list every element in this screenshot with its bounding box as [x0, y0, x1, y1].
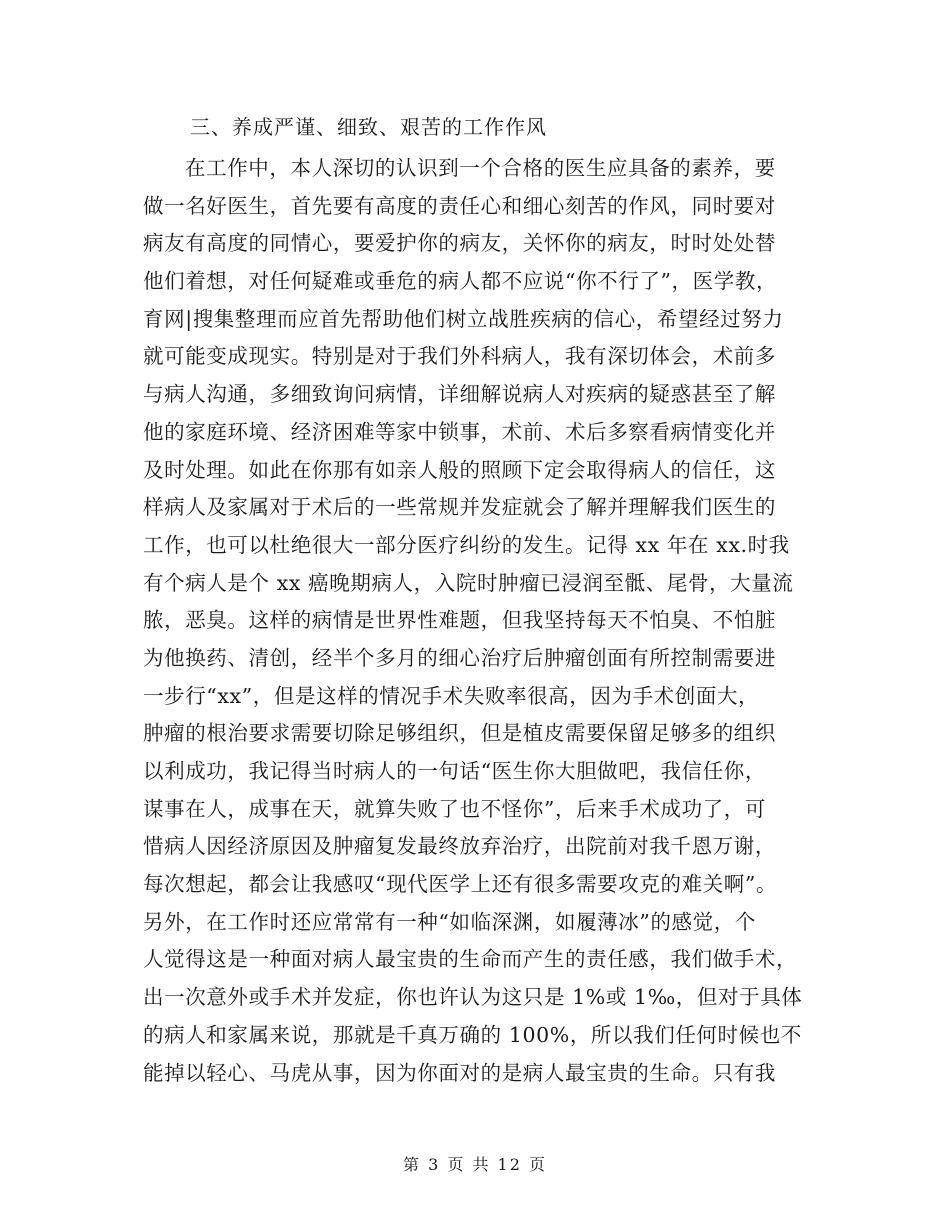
text-line: 工作，也可以杜绝很大一部分医疗纠纷的发生。记得 xx 年在 xx.时我 [143, 532, 790, 557]
section-heading: 三、养成严谨、细致、艰苦的工作作风 [190, 115, 547, 139]
text-line: 惜病人因经济原因及肿瘤复发最终放弃治疗，出院前对我千恩万谢， [143, 834, 776, 859]
text-line: 育网|搜集整理而应首先帮助他们树立战胜疾病的信心，希望经过努力 [143, 306, 784, 331]
text-line: 做一名好医生，首先要有高度的责任心和细心刻苦的作风，同时要对 [143, 193, 776, 218]
text-line: 他的家庭环境、经济困难等家中锁事，术前、术后多察看病情变化并 [143, 419, 776, 444]
text-line: 在工作中，本人深切的认识到一个合格的医生应具备的素养，要 [185, 156, 776, 180]
text-line: 有个病人是个 xx 癌晚期病人，入院时肿瘤已浸润至骶、尾骨，大量流 [143, 570, 794, 595]
text-line: 以利成功，我记得当时病人的一句话“医生你大胆做吧，我信任你， [143, 759, 766, 783]
text-line: 他们着想，对任何疑难或垂危的病人都不应说“你不行了”，医学教， [143, 269, 778, 294]
text-line: 为他换药、清创，经半个多月的细心治疗后肿瘤创面有所控制需要进 [143, 645, 776, 670]
text-line: 的病人和家属来说，那就是千真万确的 100%，所以我们任何时候也不 [143, 1022, 802, 1047]
body-paragraph [143, 150, 803, 1092]
text-line: 肿瘤的根治要求需要切除足够组织，但是植皮需要保留足够多的组织 [143, 721, 776, 746]
page-number-footer: 第 3 页 共 12 页 [403, 1155, 547, 1174]
text-line: 能掉以轻心、马虎从事，因为你面对的是病人最宝贵的生命。只有我 [143, 1060, 776, 1085]
text-line: 与病人沟通，多细致询问病情，详细解说病人对疾病的疑惑甚至了解 [143, 382, 776, 407]
text-line: 样病人及家属对于术后的一些常规并发症就会了解并理解我们医生的 [143, 495, 776, 520]
text-line: 脓，恶臭。这样的病情是世界性难题，但我坚持每天不怕臭、不怕脏 [143, 608, 776, 633]
text-line: 每次想起，都会让我感叹“现代医学上还有很多需要攻克的难关啊”。 [143, 872, 778, 897]
text-line: 谋事在人，成事在天，就算失败了也不怪你”，后来手术成功了，可 [143, 796, 766, 821]
text-line: 病友有高度的同情心，要爱护你的病友，关怀你的病友，时时处处替 [143, 231, 776, 256]
text-line: 及时处理。如此在你那有如亲人般的照顾下定会取得病人的信任，这 [143, 457, 776, 482]
text-line: 另外，在工作时还应常常有一种“如临深渊，如履薄冰”的感觉，个 [143, 909, 756, 934]
text-line: 出一次意外或手术并发症，你也许认为这只是 1%或 1‰，但对于具体 [143, 985, 803, 1010]
text-line: 人觉得这是一种面对病人最宝贵的生命而产生的责任感，我们做手术， [143, 947, 798, 972]
text-line: 一步行“xx”，但是这样的情况手术失败率很高，因为手术创面大， [143, 683, 760, 708]
text-line: 就可能变成现实。特别是对于我们外科病人，我有深切体会，术前多 [143, 344, 776, 369]
